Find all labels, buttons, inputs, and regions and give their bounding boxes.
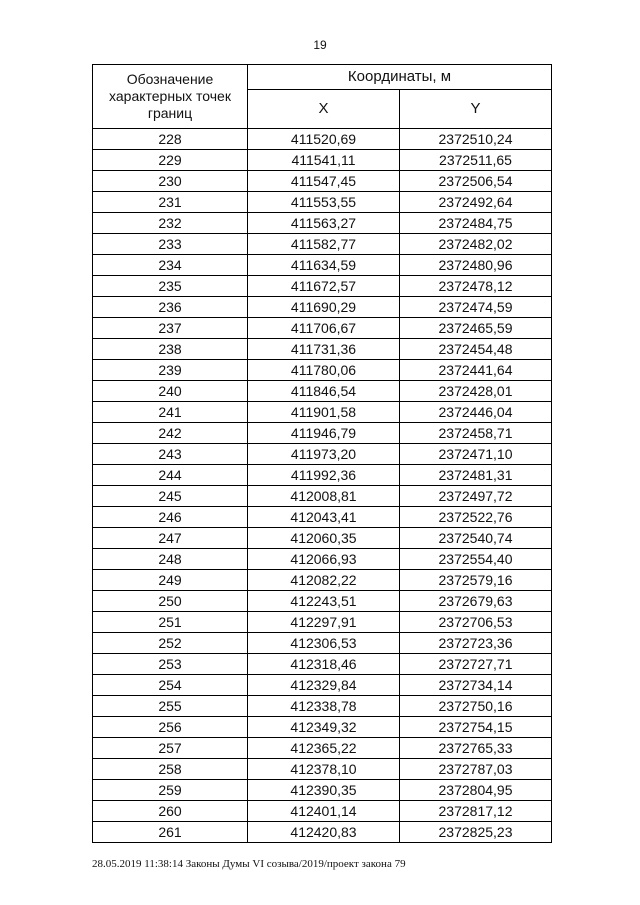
- table-row: [93, 234, 552, 255]
- y-cell: 2372522,76: [400, 507, 552, 528]
- table-row: [93, 780, 552, 801]
- y-cell: 2372734,14: [400, 675, 552, 696]
- x-cell: 412008,81: [248, 486, 400, 507]
- point-cell: 232: [93, 213, 248, 234]
- y-cell: 2372579,16: [400, 570, 552, 591]
- table-header: [93, 65, 552, 129]
- table-row: [93, 192, 552, 213]
- y-cell: 2372428,01: [400, 381, 552, 402]
- x-cell: 411563,27: [248, 213, 400, 234]
- point-cell: 255: [93, 696, 248, 717]
- table-row: [93, 696, 552, 717]
- table-row: [93, 465, 552, 486]
- table-body: [93, 129, 552, 843]
- y-cell: 2372540,74: [400, 528, 552, 549]
- footer-text: 28.05.2019 11:38:14 Законы Думы VI созыва/2019/проект закона 79: [92, 858, 406, 870]
- y-cell: 2372825,23: [400, 822, 552, 843]
- x-cell: 412297,91: [248, 612, 400, 633]
- y-cell: 2372723,36: [400, 633, 552, 654]
- table-row: [93, 507, 552, 528]
- x-cell: 412066,93: [248, 549, 400, 570]
- x-cell: 412349,32: [248, 717, 400, 738]
- y-cell: 2372474,59: [400, 297, 552, 318]
- table-row: [93, 339, 552, 360]
- table-row: [93, 612, 552, 633]
- y-cell: 2372478,12: [400, 276, 552, 297]
- point-cell: 234: [93, 255, 248, 276]
- point-cell: 228: [93, 129, 248, 150]
- y-cell: 2372497,72: [400, 486, 552, 507]
- point-cell: 241: [93, 402, 248, 423]
- point-cell: 250: [93, 591, 248, 612]
- table-row: [93, 171, 552, 192]
- x-cell: 411992,36: [248, 465, 400, 486]
- x-cell: 412318,46: [248, 654, 400, 675]
- table-row: [93, 717, 552, 738]
- y-cell: 2372492,64: [400, 192, 552, 213]
- table-row: [93, 759, 552, 780]
- table-row: [93, 360, 552, 381]
- header-coordinates: Координаты, м: [248, 65, 552, 90]
- table-row: [93, 675, 552, 696]
- point-cell: 236: [93, 297, 248, 318]
- table-row: [93, 822, 552, 843]
- point-cell: 235: [93, 276, 248, 297]
- y-cell: 2372465,59: [400, 318, 552, 339]
- table-row: [93, 213, 552, 234]
- header-point-label: Обозначение характерных точек границ: [93, 65, 248, 129]
- x-cell: 411541,11: [248, 150, 400, 171]
- point-cell: 244: [93, 465, 248, 486]
- x-cell: 411634,59: [248, 255, 400, 276]
- header-row-group: [93, 65, 552, 90]
- table-row: [93, 633, 552, 654]
- y-cell: 2372754,15: [400, 717, 552, 738]
- point-cell: 249: [93, 570, 248, 591]
- x-cell: 411553,55: [248, 192, 400, 213]
- y-cell: 2372727,71: [400, 654, 552, 675]
- x-cell: 411901,58: [248, 402, 400, 423]
- table-row: [93, 150, 552, 171]
- y-cell: 2372458,71: [400, 423, 552, 444]
- x-cell: 411520,69: [248, 129, 400, 150]
- coordinates-table: [92, 64, 552, 843]
- x-cell: 411973,20: [248, 444, 400, 465]
- x-cell: 411672,57: [248, 276, 400, 297]
- y-cell: 2372804,95: [400, 780, 552, 801]
- point-cell: 254: [93, 675, 248, 696]
- point-cell: 257: [93, 738, 248, 759]
- header-x: X: [248, 90, 400, 129]
- x-cell: 411846,54: [248, 381, 400, 402]
- point-cell: 243: [93, 444, 248, 465]
- table-row: [93, 549, 552, 570]
- point-cell: 252: [93, 633, 248, 654]
- table-row: [93, 402, 552, 423]
- y-cell: 2372787,03: [400, 759, 552, 780]
- x-cell: 412390,35: [248, 780, 400, 801]
- x-cell: 412329,84: [248, 675, 400, 696]
- point-cell: 231: [93, 192, 248, 213]
- table-row: [93, 297, 552, 318]
- table-row: [93, 276, 552, 297]
- header-y: Y: [400, 90, 552, 129]
- point-cell: 240: [93, 381, 248, 402]
- y-cell: 2372441,64: [400, 360, 552, 381]
- y-cell: 2372679,63: [400, 591, 552, 612]
- table-row: [93, 801, 552, 822]
- table-row: [93, 486, 552, 507]
- point-cell: 237: [93, 318, 248, 339]
- y-cell: 2372484,75: [400, 213, 552, 234]
- y-cell: 2372817,12: [400, 801, 552, 822]
- point-cell: 261: [93, 822, 248, 843]
- point-cell: 253: [93, 654, 248, 675]
- point-cell: 248: [93, 549, 248, 570]
- x-cell: 412401,14: [248, 801, 400, 822]
- x-cell: 411547,45: [248, 171, 400, 192]
- point-cell: 229: [93, 150, 248, 171]
- x-cell: 411780,06: [248, 360, 400, 381]
- y-cell: 2372554,40: [400, 549, 552, 570]
- x-cell: 412365,22: [248, 738, 400, 759]
- y-cell: 2372765,33: [400, 738, 552, 759]
- x-cell: 412378,10: [248, 759, 400, 780]
- x-cell: 411582,77: [248, 234, 400, 255]
- y-cell: 2372750,16: [400, 696, 552, 717]
- point-cell: 239: [93, 360, 248, 381]
- x-cell: 411706,67: [248, 318, 400, 339]
- x-cell: 412306,53: [248, 633, 400, 654]
- point-cell: 260: [93, 801, 248, 822]
- table-row: [93, 591, 552, 612]
- page-number: 19: [313, 38, 327, 52]
- point-cell: 247: [93, 528, 248, 549]
- point-cell: 242: [93, 423, 248, 444]
- point-cell: 230: [93, 171, 248, 192]
- table-row: [93, 570, 552, 591]
- y-cell: 2372454,48: [400, 339, 552, 360]
- point-cell: 238: [93, 339, 248, 360]
- y-cell: 2372481,31: [400, 465, 552, 486]
- x-cell: 412338,78: [248, 696, 400, 717]
- y-cell: 2372480,96: [400, 255, 552, 276]
- point-cell: 259: [93, 780, 248, 801]
- y-cell: 2372510,24: [400, 129, 552, 150]
- x-cell: 412082,22: [248, 570, 400, 591]
- table-row: [93, 528, 552, 549]
- point-cell: 256: [93, 717, 248, 738]
- table-row: [93, 318, 552, 339]
- y-cell: 2372482,02: [400, 234, 552, 255]
- point-cell: 246: [93, 507, 248, 528]
- point-cell: 251: [93, 612, 248, 633]
- x-cell: 412060,35: [248, 528, 400, 549]
- table-row: [93, 381, 552, 402]
- table-row: [93, 129, 552, 150]
- x-cell: 412420,83: [248, 822, 400, 843]
- y-cell: 2372511,65: [400, 150, 552, 171]
- y-cell: 2372506,54: [400, 171, 552, 192]
- table-row: [93, 444, 552, 465]
- y-cell: 2372471,10: [400, 444, 552, 465]
- table-row: [93, 255, 552, 276]
- y-cell: 2372446,04: [400, 402, 552, 423]
- table-row: [93, 423, 552, 444]
- point-cell: 233: [93, 234, 248, 255]
- x-cell: 412043,41: [248, 507, 400, 528]
- point-cell: 245: [93, 486, 248, 507]
- x-cell: 411731,36: [248, 339, 400, 360]
- table-row: [93, 654, 552, 675]
- point-cell: 258: [93, 759, 248, 780]
- x-cell: 412243,51: [248, 591, 400, 612]
- x-cell: 411946,79: [248, 423, 400, 444]
- y-cell: 2372706,53: [400, 612, 552, 633]
- table-row: [93, 738, 552, 759]
- x-cell: 411690,29: [248, 297, 400, 318]
